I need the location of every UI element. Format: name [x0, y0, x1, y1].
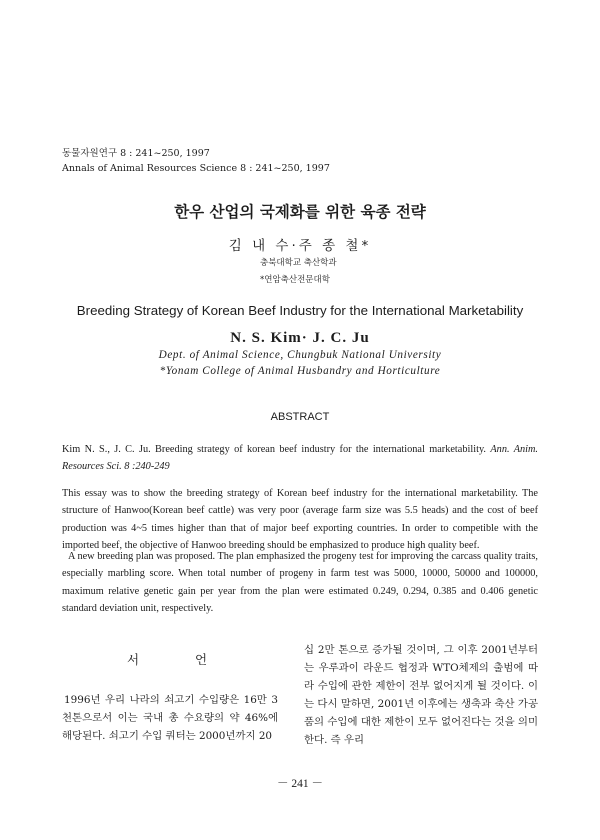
citation-text: Kim N. S., J. C. Ju. Breeding strategy of korean beef industry for the international marketability.	[62, 444, 487, 455]
affiliation-english-2: *Yonam College of Animal Husbandry and Horticulture	[159, 365, 441, 377]
abstract-heading: ABSTRACT	[270, 411, 330, 423]
paper-title-english: Breeding Strategy of Korean Beef Industry for the International Marketability	[76, 303, 524, 318]
affiliation-english-1: Dept. of Animal Science, Chungbuk National University	[158, 349, 442, 361]
abstract-paragraph-1: This essay was to show the breeding strategy of Korean beef industry for the international marketability. The structure of Hanwoo(Korean beef cattle) was very poor (average farm size was 5.5 heads) and the cost of beef production was 4~5 times higher than that of major beef exporting countries. In order to competible with the imported beef, the objective of Hanwoo breeding should be emphasized to produce high quality beef.	[62, 488, 538, 552]
citation-journal: Ann. Anim. Resources Sci. 8 :240-249	[62, 444, 539, 473]
section-heading-introduction: 서 언	[126, 652, 234, 667]
affiliation-korean-1: 충북대학교 축산학과	[260, 258, 337, 268]
page-number: － 241 －	[277, 778, 323, 790]
authors-english: N. S. Kim· J. C. Ju	[230, 330, 370, 346]
abstract-paragraph-2: A new breeding plan was proposed. The plan emphasized the progeny test for improving the carcass quality traits, especially marbling score. When total number of progeny in farm test was 5000, 10000, 50000 and 100000, maximum relative genetic gain per year from the plan were estimated 0.249, 0.294, 0.385 and 0.406 genetic standard deviation unit, respectively.	[62, 551, 538, 615]
journal-citation-english: Annals of Animal Resources Science 8 : 241~250, 1997	[62, 163, 330, 174]
authors-korean: 김 내 수·주 종 철*	[228, 238, 372, 254]
body-text-right-column: 십 2만 톤으로 증가될 것이며, 그 이후 2001년부터는 우루과이 라운드 협정과 WTO체제의 출범에 따라 수입에 관한 제한이 전부 없어지게 될 것이다. 이는 다시 말하면, 2001년 이후에는 생축과 축산 가공품의 수입에 대한 제한이 모두 없어진다는 것을 의미한다. 즉 우리	[304, 644, 538, 746]
body-text-left-column: 1996년 우리 나라의 쇠고기 수입량은 16만 3천톤으로서 이는 국내 총 수요량의 약 46%에 해당된다. 쇠고기 수입 쿼터는 2000년까지 20	[62, 694, 278, 742]
affiliation-korean-2: *연암축산전문대학	[260, 275, 330, 285]
citation-paragraph	[62, 441, 538, 476]
paper-title-korean: 한우 산업의 국제화를 위한 육종 전략	[174, 203, 426, 221]
journal-citation-korean: 동물자원연구 8 : 241~250, 1997	[62, 148, 210, 159]
